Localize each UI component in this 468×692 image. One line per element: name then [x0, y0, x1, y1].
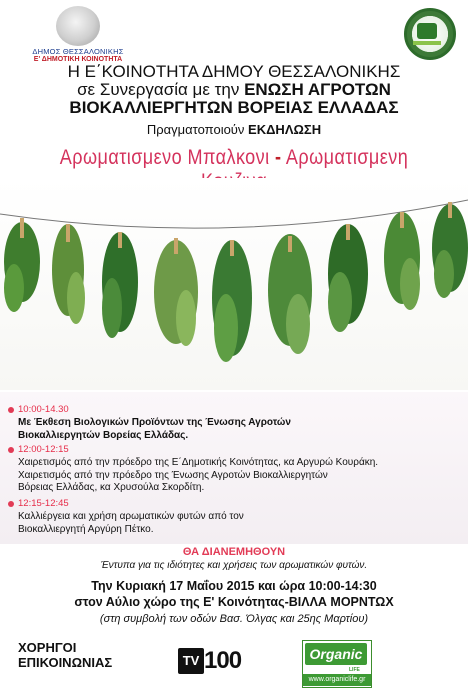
herb-bunch — [268, 234, 312, 354]
municipality-logo — [18, 6, 138, 64]
event-location: στον Αύλιο χώρο της Ε' Κοινότητας-ΒΙΛΛΑ ΜΟΡΝΤΩΧ — [74, 595, 394, 609]
alexander-head-icon — [56, 6, 100, 46]
farmers-union-seal-icon — [404, 8, 456, 60]
herb-bunch — [52, 224, 85, 324]
herb-bunch — [432, 202, 468, 298]
schedule-time: 10:00-14.30 — [18, 404, 69, 415]
sponsors-line2: ΕΠΙΚΟΙΝΩΝΙΑΣ — [18, 655, 113, 670]
schedule-text: Χαιρετισμός από την πρόεδρο της Ε΄Δημοτικής Κοινότητας, κα Αργυρώ Κουράκη. — [18, 456, 379, 468]
municipality-logo-line1: ΔΗΜΟΣ ΘΕΣΣΑΛΟΝΙΚΗΣ — [32, 47, 124, 56]
event-title-part2: Αρωματισμενη — [285, 146, 409, 169]
schedule-time: 12:00-12:15 — [18, 444, 69, 455]
title-line2 — [0, 80, 468, 99]
schedule-item — [18, 498, 244, 536]
title-line1: Η Ε΄ΚΟΙΝΟΤΗΤΑ ΔΗΜΟΥ ΘΕΣΣΑΛΟΝΙΚΗΣ — [67, 62, 401, 81]
title-line3: ΒΙΟΚΑΛΛΙΕΡΓΗΤΩΝ ΒΟΡΕΙΑΣ ΕΛΛΑΔΑΣ — [69, 98, 399, 117]
schedule-text: Βιοκαλλιεργητών Βορείας Ελλάδας. — [18, 429, 189, 441]
herb-bunch — [4, 218, 40, 312]
herb-bunch — [154, 238, 198, 346]
event-title-part1: Αρωματισμενο Μπαλκονι — [59, 146, 270, 169]
title-line4 — [0, 122, 468, 137]
herbs-illustration — [0, 178, 468, 390]
schedule-item — [18, 404, 291, 442]
hanging-herbs-image — [0, 178, 468, 390]
media-sponsors-label — [18, 640, 112, 670]
title-line4-prefix: Πραγματοποιούν — [146, 122, 249, 137]
event-title-dash: - — [275, 146, 282, 169]
schedule-time: 12:15-12:45 — [18, 498, 69, 509]
tv100-logo — [178, 648, 262, 674]
schedule-text: Χαιρετισμός από την πρόεδρο της Ένωσης Αγροτών Βιοκαλλιεργητών — [18, 469, 328, 481]
tv100-logo-box: TV — [178, 648, 204, 674]
title-line4-bold: ΕΚΔΗΛΩΣΗ — [248, 122, 322, 137]
seal-stripe — [413, 41, 441, 45]
bullet-icon — [8, 447, 14, 453]
schedule-item — [18, 444, 378, 495]
herb-bunch — [384, 212, 420, 310]
tv100-logo-num: 100 — [204, 647, 242, 674]
event-date: Την Κυριακή 17 Μαΐου 2015 και ώρα 10:00-14:30 — [91, 579, 377, 593]
herb-bunch — [102, 232, 138, 338]
seal-building-icon — [417, 23, 437, 39]
organic-logo-sub: LIFE — [349, 667, 360, 673]
distribution-title: ΘΑ ΔΙΑΝΕΜΗΘΟΥΝ — [182, 546, 286, 558]
organic-life-logo — [302, 640, 372, 688]
herb-bunch — [328, 224, 368, 332]
schedule-panel — [0, 392, 468, 544]
schedule-text: Βόρειας Ελλάδας, κα Χρυσούλα Σκορδίτη. — [18, 482, 205, 494]
distribution-text: Έντυπα για τις ιδιότητες και χρήσεις των αρωματικών φυτών. — [100, 560, 368, 571]
organic-url: www.organiclife.gr — [303, 674, 371, 686]
organic-logo-text: Organic — [305, 643, 367, 665]
herb-bunch — [212, 240, 252, 362]
municipality-logo-line2: Ε' ΔΗΜΟΤΙΚΗ ΚΟΙΝΟΤΗΤΑ — [33, 56, 123, 63]
schedule-text: Καλλιέργεια και χρήση αρωματικών φυτών από τον — [18, 510, 244, 522]
bullet-icon — [8, 407, 14, 413]
schedule-text: Με Έκθεση Βιολογικών Προϊόντων της Ένωσης Αγροτών — [18, 416, 291, 428]
title-line2-bold: ΕΝΩΣΗ ΑΓΡΟΤΩΝ — [244, 80, 391, 99]
event-address: (στη συμβολή των οδών Βασ. Όλγας και 25ης Μαρτίου) — [99, 613, 369, 625]
title-line2-prefix: σε Συνεργασία με την — [77, 80, 245, 99]
sponsors-line1: ΧΟΡΗΓΟΙ — [18, 640, 77, 655]
schedule-text: Βιοκαλλιεργητή Αργύρη Πέτκο. — [18, 523, 154, 535]
bullet-icon — [8, 501, 14, 507]
